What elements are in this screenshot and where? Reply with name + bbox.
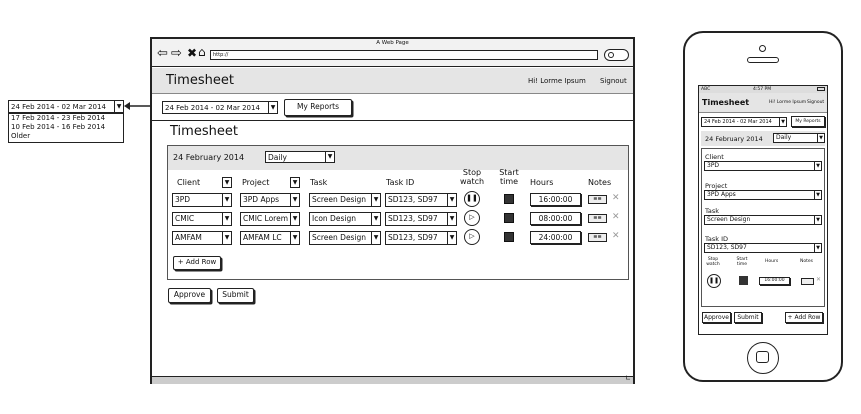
- project-select[interactable]: [240, 231, 300, 245]
- play-icon[interactable]: ▷: [464, 210, 480, 226]
- hours-input[interactable]: 16:00:00: [530, 193, 581, 206]
- battery-icon: [817, 87, 825, 91]
- arrow-right-icon[interactable]: ⇨: [171, 46, 182, 61]
- project-value: AMFAM LC: [243, 233, 282, 242]
- phone-task-select[interactable]: [704, 215, 822, 225]
- client-value: 3PD: [175, 195, 191, 204]
- phone-project-label: Project: [705, 182, 728, 190]
- browser-window: [150, 37, 635, 384]
- external-week-select[interactable]: [8, 100, 124, 113]
- window-title: A Web Page: [376, 40, 409, 46]
- phone-view-select[interactable]: [773, 133, 825, 143]
- phone-week-select[interactable]: [701, 117, 787, 127]
- col-task: Task: [310, 178, 328, 187]
- col-start-time: Start time: [499, 168, 519, 186]
- phone-status-bar: [699, 86, 827, 93]
- arrow-left-icon[interactable]: ⇦: [157, 46, 168, 61]
- external-week-options: [8, 113, 124, 143]
- view-select[interactable]: [265, 151, 335, 163]
- home-icon[interactable]: ⌂: [198, 45, 206, 59]
- phone-project-value: 3PD Apps: [707, 191, 736, 198]
- phone-submit-button[interactable]: Submit: [734, 312, 762, 323]
- client-filter[interactable]: [222, 177, 232, 188]
- my-reports-button[interactable]: My Reports: [284, 99, 352, 116]
- calendar-icon[interactable]: [504, 194, 514, 204]
- task-select[interactable]: [309, 231, 381, 245]
- url-input[interactable]: http://: [210, 50, 598, 60]
- calendar-icon[interactable]: [504, 232, 514, 242]
- external-week-select-value: 24 Feb 2014 - 02 Mar 2014: [11, 103, 106, 111]
- chevron-down-icon: ▼: [371, 194, 380, 206]
- header-divider: [152, 120, 633, 121]
- phone-entry-card: [701, 148, 825, 307]
- chevron-down-icon: ▼: [114, 101, 123, 112]
- calendar-icon[interactable]: [739, 276, 748, 285]
- notes-icon[interactable]: [801, 278, 814, 285]
- phone-client-label: Client: [705, 153, 724, 161]
- chevron-down-icon: ▼: [222, 232, 231, 244]
- col-task-id: Task ID: [386, 178, 415, 187]
- card-header: [168, 146, 628, 170]
- chevron-down-icon: ▼: [290, 232, 299, 244]
- client-select[interactable]: [172, 212, 232, 226]
- phone-hours-label: Hours: [765, 259, 779, 264]
- task-value: Screen Design: [312, 195, 367, 204]
- phone-add-row-button[interactable]: + Add Row: [785, 312, 823, 323]
- pause-icon[interactable]: ❚❚: [707, 274, 721, 288]
- task-id-select[interactable]: [385, 212, 457, 226]
- col-client: Client: [177, 178, 201, 187]
- chevron-down-icon: ▼: [325, 152, 334, 162]
- phone-project-select[interactable]: [704, 190, 822, 200]
- chevron-down-icon: ▼: [224, 179, 230, 186]
- notes-icon[interactable]: ≡≡: [588, 214, 607, 223]
- phone-task-id-value: SD123, SD97: [707, 244, 747, 251]
- phone-day-label: 24 February 2014: [705, 135, 763, 143]
- week-select[interactable]: [162, 101, 278, 114]
- phone-greeting: Hi! Lorme Ipsum: [769, 100, 807, 105]
- app-header: [152, 68, 633, 94]
- chevron-down-icon: ▼: [268, 102, 277, 113]
- phone-app-title: Timesheet: [702, 98, 750, 107]
- task-id-value: SD123, SD97: [388, 214, 438, 223]
- hours-input[interactable]: 08:00:00: [530, 212, 581, 225]
- notes-icon[interactable]: ≡≡: [588, 233, 607, 242]
- chevron-down-icon: ▼: [290, 213, 299, 225]
- close-icon[interactable]: ✕: [816, 276, 822, 283]
- phone-task-id-select[interactable]: [704, 243, 822, 253]
- app-title: Timesheet: [166, 73, 234, 88]
- chevron-down-icon: ▼: [447, 232, 456, 244]
- phone-task-value: Screen Design: [707, 216, 751, 223]
- project-select[interactable]: [240, 212, 300, 226]
- project-filter[interactable]: [290, 177, 300, 188]
- phone-week-select-value: 24 Feb 2014 - 02 Mar 2014: [704, 119, 772, 125]
- task-id-select[interactable]: [385, 193, 457, 207]
- close-icon[interactable]: ✕: [612, 212, 620, 222]
- project-select[interactable]: [240, 193, 300, 207]
- hours-input[interactable]: 24:00:00: [530, 231, 581, 244]
- phone-my-reports-button[interactable]: My Reports: [791, 116, 825, 127]
- close-icon[interactable]: ✕: [612, 231, 620, 241]
- play-icon[interactable]: ▷: [464, 229, 480, 245]
- task-value: Screen Design: [312, 233, 367, 242]
- task-id-value: SD123, SD97: [388, 195, 438, 204]
- project-value: CMIC Lorem: [243, 214, 289, 223]
- phone-screen: [698, 85, 828, 335]
- add-row-button[interactable]: + Add Row: [173, 256, 221, 270]
- browser-search[interactable]: [604, 49, 629, 61]
- phone-client-value: 3PD: [707, 162, 720, 169]
- phone-notes-label: Notes: [800, 259, 813, 264]
- task-select[interactable]: [309, 212, 381, 226]
- user-greeting: Hi! Lorme Ipsum: [528, 77, 586, 85]
- chevron-down-icon: ▼: [222, 213, 231, 225]
- clock-label: 4:57 PM: [753, 87, 772, 92]
- chevron-down-icon: ▼: [814, 162, 821, 170]
- task-id-value: SD123, SD97: [388, 233, 438, 242]
- col-notes: Notes: [588, 178, 612, 187]
- phone-stop-watch-label: Stop watch: [706, 257, 720, 267]
- client-select[interactable]: [172, 231, 232, 245]
- phone-view-select-value: Daily: [776, 134, 792, 141]
- chevron-down-icon: ▼: [447, 194, 456, 206]
- week-select-value: 24 Feb 2014 - 02 Mar 2014: [165, 104, 260, 112]
- task-select[interactable]: [309, 193, 381, 207]
- chevron-down-icon: ▼: [814, 216, 821, 224]
- calendar-icon[interactable]: [504, 213, 514, 223]
- phone-approve-button[interactable]: Approve: [702, 312, 731, 323]
- home-button[interactable]: [747, 342, 779, 374]
- camera-icon: [759, 45, 766, 52]
- task-value: Icon Design: [312, 214, 356, 223]
- pause-icon[interactable]: ❚❚: [464, 191, 480, 207]
- timesheet-card: [167, 145, 629, 280]
- chevron-down-icon: ▼: [371, 213, 380, 225]
- home-icon: [756, 351, 769, 363]
- col-stop-watch: Stop watch: [460, 168, 485, 186]
- speaker-icon: [747, 57, 779, 63]
- phone-task-id-label: Task ID: [705, 235, 729, 243]
- carrier-label: ABC: [701, 87, 711, 92]
- week-option[interactable]: 10 Feb 2014 - 16 Feb 2014: [11, 123, 106, 131]
- week-option[interactable]: Older: [11, 132, 31, 140]
- close-icon[interactable]: ✕: [612, 193, 620, 203]
- phone-signout[interactable]: Signout: [807, 100, 825, 105]
- chevron-down-icon: ▼: [817, 134, 824, 142]
- project-value: 3PD Apps: [243, 195, 280, 204]
- submit-button[interactable]: Submit: [217, 288, 254, 303]
- notes-icon[interactable]: ≡≡: [588, 195, 607, 204]
- phone-start-time-label: Start time: [736, 257, 748, 267]
- resize-handle-icon[interactable]: ∟: [625, 374, 631, 382]
- close-icon[interactable]: ✖: [187, 46, 198, 60]
- phone-hours-input[interactable]: 16:00:00: [759, 277, 790, 285]
- chevron-down-icon: ▼: [814, 244, 821, 252]
- col-project: Project: [242, 178, 270, 187]
- signout-link[interactable]: Signout: [600, 77, 627, 85]
- section-title: Timesheet: [170, 124, 238, 139]
- chevron-down-icon: ▼: [222, 194, 231, 206]
- task-id-select[interactable]: [385, 231, 457, 245]
- chevron-down-icon: ▼: [447, 213, 456, 225]
- phone-day-bar: [701, 131, 825, 146]
- client-value: CMIC: [175, 214, 195, 223]
- client-value: AMFAM: [175, 233, 202, 242]
- chevron-down-icon: ▼: [292, 179, 298, 186]
- approve-button[interactable]: Approve: [168, 288, 211, 303]
- week-option[interactable]: 17 Feb 2014 - 23 Feb 2014: [11, 114, 106, 122]
- view-select-value: Daily: [268, 153, 287, 162]
- phone-frame: [683, 31, 843, 382]
- chevron-down-icon: ▼: [371, 232, 380, 244]
- client-select[interactable]: [172, 193, 232, 207]
- status-bar: [152, 376, 633, 384]
- browser-chrome: [152, 39, 633, 67]
- phone-task-label: Task: [705, 207, 720, 215]
- phone-header: [699, 93, 827, 113]
- chevron-down-icon: ▼: [814, 191, 821, 199]
- day-label: 24 February 2014: [173, 153, 245, 162]
- col-hours: Hours: [530, 178, 554, 187]
- phone-client-select[interactable]: [704, 161, 822, 171]
- search-icon: [608, 52, 614, 58]
- chevron-down-icon: ▼: [290, 194, 299, 206]
- chevron-down-icon: ▼: [779, 118, 786, 126]
